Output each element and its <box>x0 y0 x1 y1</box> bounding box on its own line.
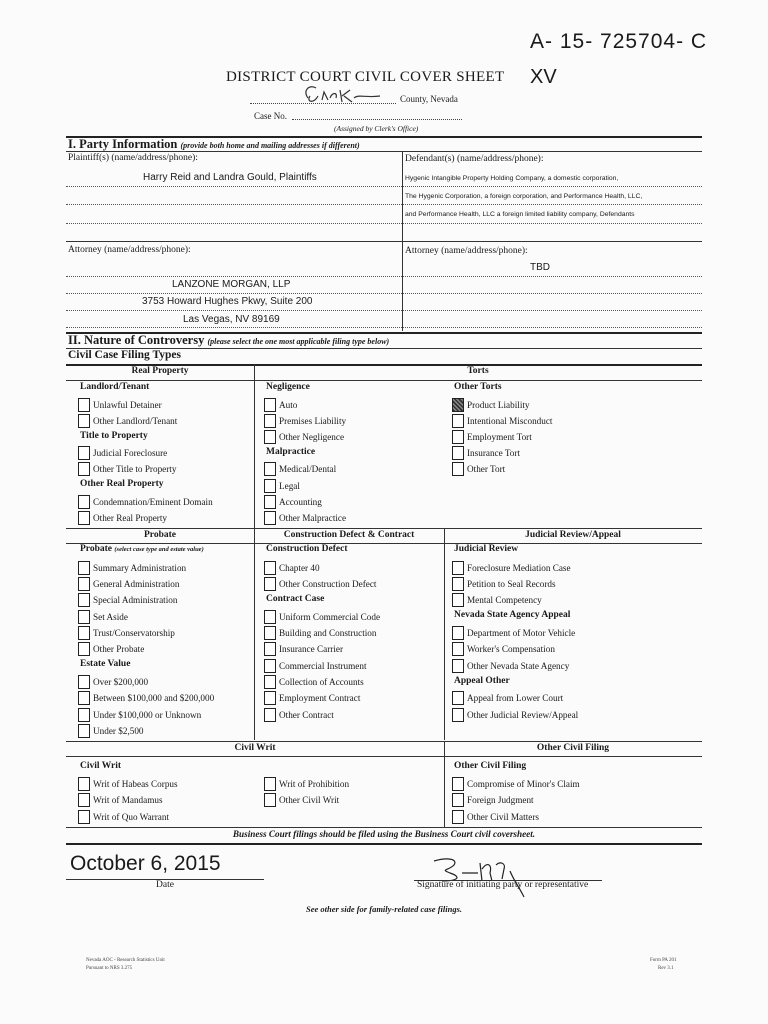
habeas-corpus-checkbox[interactable]: Writ of Habeas Corpus <box>78 777 178 791</box>
other-civil-writ-checkbox[interactable]: Other Civil Writ <box>264 793 339 807</box>
mandamus-checkbox[interactable]: Writ of Mandamus <box>78 793 163 807</box>
product-liability-checkbox[interactable]: Product Liability <box>452 398 530 412</box>
probate-title: Probate <box>143 530 176 540</box>
footer-left-2: Pursuant to NRS 3.275 <box>86 966 133 971</box>
footer-right-2: Rev 3.1 <box>658 966 674 971</box>
under-100k-checkbox[interactable]: Under $100,000 or Unknown <box>78 708 201 722</box>
checked-mark <box>452 398 464 412</box>
signature-label: Signature of initiating party or representative <box>417 880 589 890</box>
attorney-label: Attorney (name/address/phone): <box>405 246 528 256</box>
dotted-rule <box>66 223 702 224</box>
other-judicial-review-checkbox[interactable]: Other Judicial Review/Appeal <box>452 708 578 722</box>
prohibition-checkbox[interactable]: Writ of Prohibition <box>264 777 349 791</box>
civil-writ-title: Civil Writ <box>234 743 276 753</box>
malpractice-head: Malpractice <box>266 447 316 457</box>
estate-value-head: Estate Value <box>80 659 131 669</box>
signature-image <box>418 851 538 901</box>
trust-conservatorship-checkbox[interactable]: Trust/Conservatorship <box>78 626 175 640</box>
section-rule <box>66 151 702 152</box>
date-label: Date <box>156 880 174 890</box>
employment-contract-checkbox[interactable]: Employment Contract <box>264 691 360 705</box>
defendant-line: Hygenic Intangible Property Holding Company, a domestic corporation, <box>405 175 619 182</box>
section-rule <box>66 756 702 757</box>
construction-defect-head: Construction Defect <box>266 544 348 554</box>
employment-tort-checkbox[interactable]: Employment Tort <box>452 430 532 444</box>
building-construction-checkbox[interactable]: Building and Construction <box>264 626 377 640</box>
judicial-foreclosure-checkbox[interactable]: Judicial Foreclosure <box>78 446 167 460</box>
chapter-40-checkbox[interactable]: Chapter 40 <box>264 561 320 575</box>
construction-title: Construction Defect & Contract <box>283 530 415 540</box>
other-torts-head: Other Torts <box>454 382 502 392</box>
case-number: A- 15- 725704- C <box>530 30 708 53</box>
case-no-line <box>292 119 462 120</box>
mental-competency-checkbox[interactable]: Mental Competency <box>452 593 542 607</box>
foreclosure-mediation-checkbox[interactable]: Foreclosure Mediation Case <box>452 561 571 575</box>
quo-warrant-checkbox[interactable]: Writ of Quo Warrant <box>78 810 169 824</box>
unlawful-detainer-checkbox[interactable]: Unlawful Detainer <box>78 398 162 412</box>
column-divider <box>254 528 255 740</box>
other-real-property-head: Other Real Property <box>80 479 164 489</box>
appeal-lower-court-checkbox[interactable]: Appeal from Lower Court <box>452 691 563 705</box>
see-other-side-note: See other side for family-related case filings. <box>305 904 463 914</box>
business-court-note: Business Court filings should be filed using the Business Court civil coversheet. <box>232 829 536 839</box>
dotted-rule <box>66 327 702 328</box>
landlord-tenant-head: Landlord/Tenant <box>80 382 150 392</box>
department-number: XV <box>530 66 557 88</box>
dotted-rule <box>66 310 702 311</box>
petition-seal-checkbox[interactable]: Petition to Seal Records <box>452 577 556 591</box>
attorney-line: Las Vegas, NV 89169 <box>183 314 280 325</box>
case-no-label: Case No. <box>254 111 287 121</box>
over-200k-checkbox[interactable]: Over $200,000 <box>78 675 148 689</box>
intentional-misconduct-checkbox[interactable]: Intentional Misconduct <box>452 414 552 428</box>
judicial-review-head: Judicial Review <box>454 544 519 554</box>
other-civil-filing-head: Other Civil Filing <box>454 761 527 771</box>
section-rule <box>66 843 702 845</box>
set-aside-checkbox[interactable]: Set Aside <box>78 610 128 624</box>
accounting-checkbox[interactable]: Accounting <box>264 495 322 509</box>
ucc-checkbox[interactable]: Uniform Commercial Code <box>264 610 380 624</box>
column-divider <box>444 528 445 740</box>
attorney-line: LANZONE MORGAN, LLP <box>172 279 291 290</box>
party-info-heading: I. Party Information (provide both home and mailing addresses if different) <box>68 137 360 151</box>
defendant-line: and Performance Health, LLC a foreign limited liability company, Defendants <box>405 211 635 218</box>
assigned-note: (Assigned by Clerk's Office) <box>334 124 419 133</box>
special-administration-checkbox[interactable]: Special Administration <box>78 593 177 607</box>
under-2500-checkbox[interactable]: Under $2,500 <box>78 724 144 738</box>
medical-dental-checkbox[interactable]: Medical/Dental <box>264 462 336 476</box>
section-rule <box>66 241 702 242</box>
legal-checkbox[interactable]: Legal <box>264 479 300 493</box>
condemnation-checkbox[interactable]: Condemnation/Eminent Domain <box>78 495 213 509</box>
other-real-property-checkbox[interactable]: Other Real Property <box>78 511 167 525</box>
footer-right-1: Form PA 201 <box>650 958 677 963</box>
other-construction-defect-checkbox[interactable]: Other Construction Defect <box>264 577 376 591</box>
other-landlord-checkbox[interactable]: Other Landlord/Tenant <box>78 414 177 428</box>
civil-writ-head: Civil Writ <box>80 761 122 771</box>
probate-head: Probate (select case type and estate value) <box>80 544 204 554</box>
attorney-label: Attorney (name/address/phone): <box>68 245 191 255</box>
column-divider <box>444 741 445 827</box>
appeal-other-head: Appeal Other <box>454 676 510 686</box>
other-negligence-checkbox[interactable]: Other Negligence <box>264 430 344 444</box>
county-line <box>250 103 396 104</box>
plaintiff-value: Harry Reid and Landra Gould, Plaintiffs <box>143 172 317 183</box>
defendant-line: The Hygenic Corporation, a foreign corporation, and Performance Health, LLC, <box>405 193 643 200</box>
filing-types-heading: Civil Case Filing Types <box>68 349 181 361</box>
state-agency-head: Nevada State Agency Appeal <box>454 610 571 620</box>
insurance-tort-checkbox[interactable]: Insurance Tort <box>452 446 520 460</box>
foreign-judgment-checkbox[interactable]: Foreign Judgment <box>452 793 534 807</box>
dotted-rule <box>66 293 702 294</box>
auto-checkbox[interactable]: Auto <box>264 398 297 412</box>
other-state-agency-checkbox[interactable]: Other Nevada State Agency <box>452 659 569 673</box>
controversy-heading: II. Nature of Controversy (please select the one most applicable filing type below) <box>68 333 390 347</box>
county-handwriting <box>296 82 396 108</box>
defendant-label: Defendant(s) (name/address/phone): <box>405 154 544 164</box>
other-probate-checkbox[interactable]: Other Probate <box>78 642 144 656</box>
section-rule <box>66 741 702 742</box>
other-tort-checkbox[interactable]: Other Tort <box>452 462 505 476</box>
compromise-minor-checkbox[interactable]: Compromise of Minor's Claim <box>452 777 580 791</box>
premises-liability-checkbox[interactable]: Premises Liability <box>264 414 346 428</box>
torts-title: Torts <box>467 366 489 376</box>
page-title: DISTRICT COURT CIVIL COVER SHEET <box>226 69 505 85</box>
attorney-line: 3753 Howard Hughes Pkwy, Suite 200 <box>142 296 313 307</box>
negligence-head: Negligence <box>266 382 310 392</box>
dotted-rule <box>66 276 702 277</box>
column-divider <box>254 364 255 528</box>
insurance-carrier-checkbox[interactable]: Insurance Carrier <box>264 642 343 656</box>
dotted-rule <box>66 186 702 187</box>
date-value: October 6, 2015 <box>70 852 221 875</box>
contract-case-head: Contract Case <box>266 594 325 604</box>
dotted-rule <box>66 204 702 205</box>
other-title-checkbox[interactable]: Other Title to Property <box>78 462 176 476</box>
other-civil-matters-checkbox[interactable]: Other Civil Matters <box>452 810 539 824</box>
other-malpractice-checkbox[interactable]: Other Malpractice <box>264 511 346 525</box>
footer-left-1: Nevada AOC - Research Statistics Unit <box>86 958 165 963</box>
between-100k-200k-checkbox[interactable]: Between $100,000 and $200,000 <box>78 691 214 705</box>
defendant-attorney-value: TBD <box>530 262 550 273</box>
summary-administration-checkbox[interactable]: Summary Administration <box>78 561 186 575</box>
county-label: County, Nevada <box>400 94 458 104</box>
other-civil-title: Other Civil Filing <box>536 743 610 753</box>
plaintiff-label: Plaintiff(s) (name/address/phone): <box>68 153 198 163</box>
other-contract-checkbox[interactable]: Other Contract <box>264 708 334 722</box>
general-administration-checkbox[interactable]: General Administration <box>78 577 180 591</box>
workers-comp-checkbox[interactable]: Worker's Compensation <box>452 642 555 656</box>
dmv-checkbox[interactable]: Department of Motor Vehicle <box>452 626 575 640</box>
section-rule <box>66 380 702 381</box>
judicial-title: Judicial Review/Appeal <box>525 530 621 540</box>
title-to-property-head: Title to Property <box>80 431 148 441</box>
section-rule <box>66 528 702 529</box>
commercial-instrument-checkbox[interactable]: Commercial Instrument <box>264 659 367 673</box>
section-rule <box>66 827 702 828</box>
collection-accounts-checkbox[interactable]: Collection of Accounts <box>264 675 364 689</box>
real-property-title: Real Property <box>131 366 189 376</box>
